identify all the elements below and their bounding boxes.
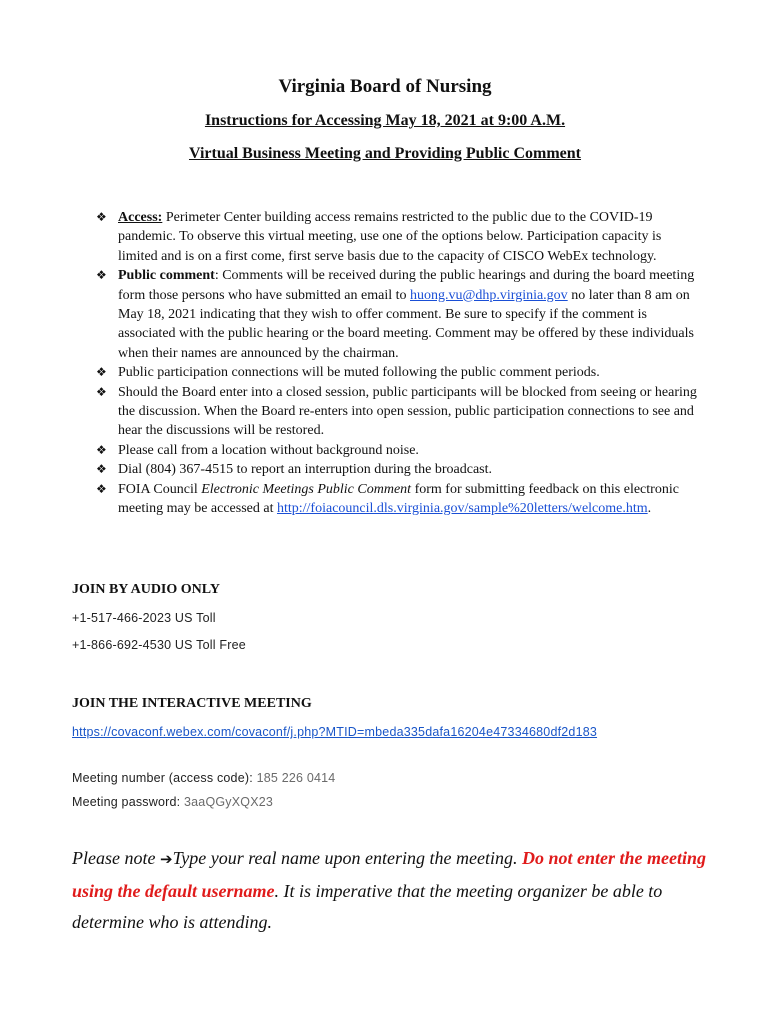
foia-period: .	[647, 501, 652, 517]
public-comment-text: : Comments will be received during the public hearings and during the board meeting form those persons who have submitted an email to	[118, 268, 695, 303]
public-comment-text-cont: no later than 8 am on May 18, 2021 indicating that they wish to offer comment. Be sure to specify if the comment is associated with the public hearing or the board meeting. Comment may be offered by these individuals when their names are announced by the chairman.	[118, 287, 694, 361]
list-item-interruption	[96, 460, 700, 479]
diamond-bullet-icon: ❖	[96, 442, 107, 457]
list-item-foia	[96, 480, 700, 519]
email-link[interactable]: huong.vu@dhp.virginia.gov	[410, 287, 568, 303]
document-subtitle-date: Instructions for Accessing May 18, 2021 at 9:00 A.M.	[204, 112, 566, 129]
please-note-paragraph	[72, 843, 712, 939]
phone-toll-free: +1-866-692-4530 US Toll Free	[72, 638, 246, 652]
document-title: Virginia Board of Nursing	[278, 76, 492, 97]
access-label: Access:	[118, 210, 163, 225]
diamond-bullet-icon: ❖	[96, 384, 107, 399]
meeting-password-value: 3aaQGyXQX23	[184, 795, 274, 809]
right-arrow-icon: ➔	[159, 850, 173, 868]
access-text: Perimeter Center building access remains restricted to the public due to the COVID-19 pandemic. To observe this virtual meeting, use one of the options below. Participation capacity is limited and is on a first come, first serve basis due to the capacity of CISCO WebEx technology.	[118, 210, 662, 264]
instructions-list	[96, 208, 700, 519]
diamond-bullet-icon: ❖	[96, 462, 107, 477]
foia-text: FOIA Council	[118, 481, 202, 497]
list-item-access	[96, 208, 700, 266]
note-warning: Do not enter the meeting using the default username	[72, 848, 706, 901]
list-item-closed-session	[96, 383, 700, 441]
note-text-cont: . It is imperative that the meeting organizer be able to determine who is attending.	[72, 880, 663, 932]
list-item-background-noise	[96, 441, 700, 460]
diamond-bullet-icon: ❖	[96, 365, 107, 380]
document-subtitle-meeting: Virtual Business Meeting and Providing Public Comment	[188, 145, 582, 162]
foia-form-name: Electronic Meetings Public Comment	[201, 481, 412, 497]
meeting-password	[72, 795, 273, 809]
public-comment-label: Public comment	[118, 268, 215, 284]
phone-toll: +1-517-466-2023 US Toll	[72, 611, 216, 625]
closed-session-text: Should the Board enter into a closed session, public participants will be blocked from seeing or hearing the discussion. When the Board re-enters into open session, public participation connections to see and hear the discussions will be restored.	[118, 384, 697, 439]
webex-meeting-link[interactable]: https://covaconf.webex.com/covaconf/j.php?MTID=mbeda335dafa16204e47334680df2d183	[72, 725, 598, 739]
interactive-heading: JOIN THE INTERACTIVE MEETING	[72, 696, 312, 711]
meeting-number	[72, 771, 335, 785]
meeting-number-label: Meeting number (access code):	[72, 771, 257, 785]
background-noise-text: Please call from a location without background noise.	[118, 442, 419, 458]
note-text: Type your real name upon entering the meeting.	[172, 848, 522, 868]
diamond-bullet-icon: ❖	[96, 268, 107, 283]
foia-link[interactable]: http://foiacouncil.dls.virginia.gov/sample%20letters/welcome.htm	[276, 501, 648, 517]
diamond-bullet-icon: ❖	[96, 481, 107, 496]
meeting-password-label: Meeting password:	[72, 795, 184, 809]
list-item-muted	[96, 363, 700, 382]
audio-heading: JOIN BY AUDIO ONLY	[72, 582, 220, 597]
list-item-public-comment	[96, 266, 700, 363]
interruption-text: Dial (804) 367-4515 to report an interruption during the broadcast.	[118, 462, 493, 478]
muted-text: Public participation connections will be muted following the public comment periods.	[118, 365, 600, 381]
diamond-bullet-icon: ❖	[96, 210, 107, 224]
meeting-number-value: 185 226 0414	[256, 771, 336, 785]
note-lead: Please note	[72, 848, 160, 868]
foia-text-cont: form for submitting feedback on this electronic meeting may be accessed at	[118, 481, 679, 517]
